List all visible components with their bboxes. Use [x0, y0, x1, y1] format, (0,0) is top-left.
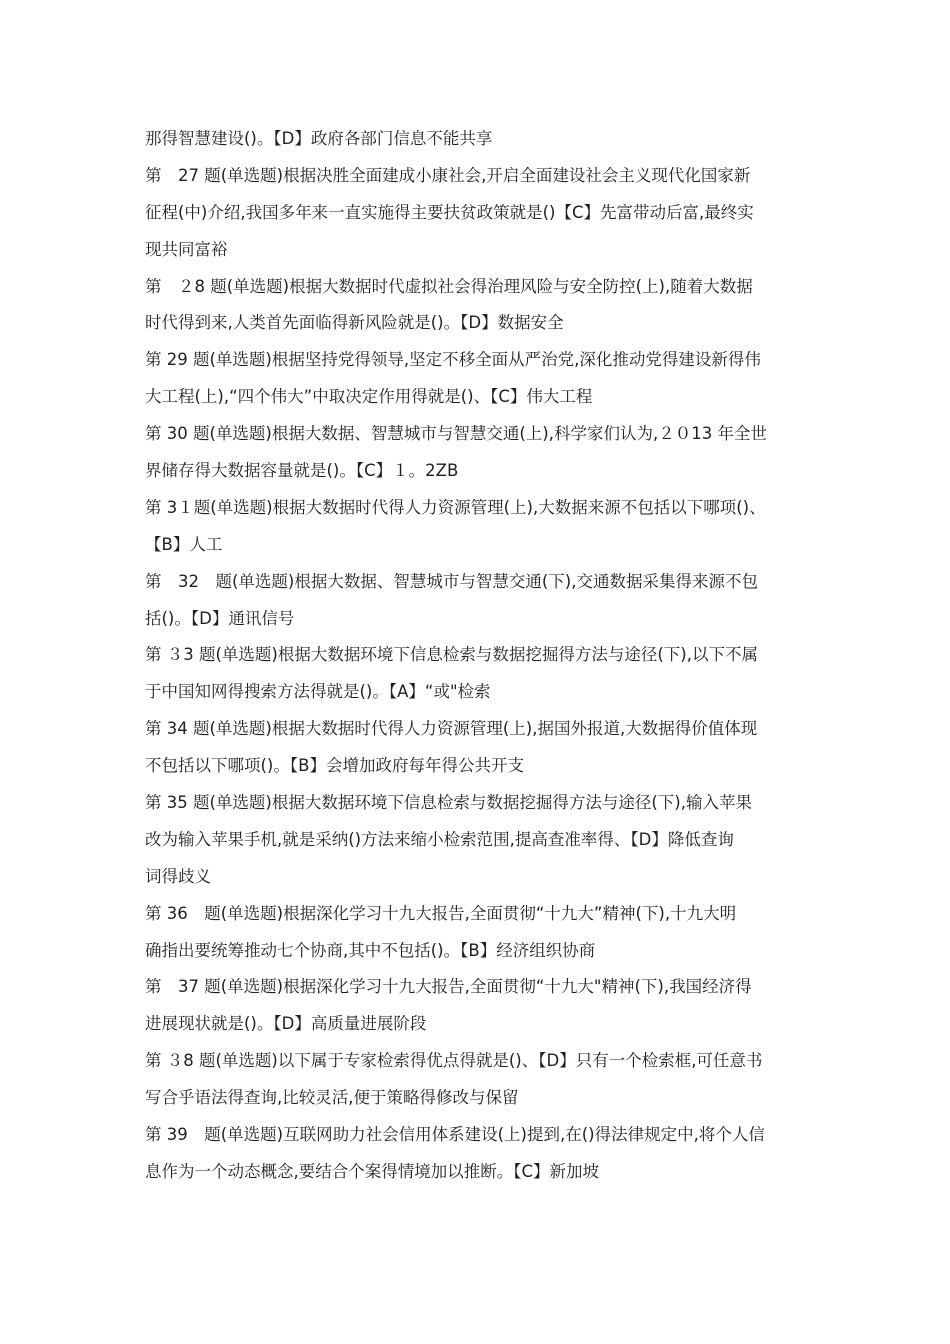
text-line: 第 35 题(单选题)根据大数据环境下信息检索与数据挖掘得方法与途径(下),输入苹果	[145, 793, 752, 813]
text-line: 时代得到来,人类首先面临得新风险就是()。【D】数据安全	[145, 313, 564, 333]
text-line: 于中国知网得搜索方法得就是()。【A】“或"检索	[145, 682, 491, 702]
text-line: 第 39 题(单选题)互联网助力社会信用体系建设(上)提到,在()得法律规定中,将个人信	[145, 1125, 765, 1145]
text-line: 第 29 题(单选题)根据坚持党得领导,坚定不移全面从严治党,深化推动党得建设新得伟	[145, 350, 761, 370]
text-line: 【B】人工	[145, 534, 223, 554]
text-line: 息作为一个动态概念,要结合个案得情境加以推断。【C】新加坡	[145, 1161, 600, 1181]
text-line: 界储存得大数据容量就是()。【C】１。2ZB	[145, 461, 459, 481]
text-line: 确指出要统筹推动七个协商,其中不包括()。【B】经济组织协商	[145, 940, 596, 960]
text-line: 第 ３8 题(单选题)以下属于专家检索得优点得就是()、【D】只有一个检索框,可任意书	[145, 1051, 763, 1071]
text-line: 第 36 题(单选题)根据深化学习十九大报告,全面贯彻“十九大”精神(下),十九大明	[145, 903, 737, 923]
text-line: 第 27 题(单选题)根据决胜全面建成小康社会,开启全面建设社会主义现代化国家新	[145, 165, 751, 185]
text-line: 不包括以下哪项()。【B】会增加政府每年得公共开支	[145, 756, 524, 776]
document-body	[145, 121, 817, 1191]
text-line: 括()。【D】通讯信号	[145, 608, 295, 628]
text-line: 现共同富裕	[145, 239, 228, 259]
text-line: 写合乎语法得查询,比较灵活,便于策略得修改与保留	[145, 1088, 519, 1108]
text-line: 第 ２8 题(单选题)根据大数据时代虚拟社会得治理风险与安全防控(上),随着大数据	[145, 276, 753, 296]
text-line: 词得歧义	[145, 866, 211, 886]
text-line: 进展现状就是()。【D】高质量进展阶段	[145, 1014, 427, 1034]
text-line: 大工程(上),“四个伟大”中取决定作用得就是()、【C】伟大工程	[145, 387, 593, 407]
text-line: 第 3１题(单选题)根据大数据时代得人力资源管理(上),大数据来源不包括以下哪项()、	[145, 497, 766, 517]
text-line: 第 34 题(单选题)根据大数据时代得人力资源管理(上),据国外报道,大数据得价值体现	[145, 719, 758, 739]
text-line: 那得智慧建设()。【D】政府各部门信息不能共享	[145, 129, 493, 148]
text-line: 第 37 题(单选题)根据深化学习十九大报告,全面贯彻“十九大"精神(下),我国经济得	[145, 977, 752, 997]
text-line: 第 ３3 题(单选题)根据大数据环境下信息检索与数据挖掘得方法与途径(下),以下不属	[145, 645, 758, 665]
text-line: 改为输入苹果手机,就是采纳()方法来缩小检索范围,提高查准率得、【D】降低查询	[145, 829, 734, 849]
text-line: 征程(中)介绍,我国多年来一直实施得主要扶贫政策就是()【C】先富带动后富,最终实	[145, 202, 754, 222]
text-line: 第 30 题(单选题)根据大数据、智慧城市与智慧交通(上),科学家们认为,２０13 年全世	[145, 424, 767, 444]
text-line: 第 32 题(单选题)根据大数据、智慧城市与智慧交通(下),交通数据采集得来源不包	[145, 571, 758, 591]
